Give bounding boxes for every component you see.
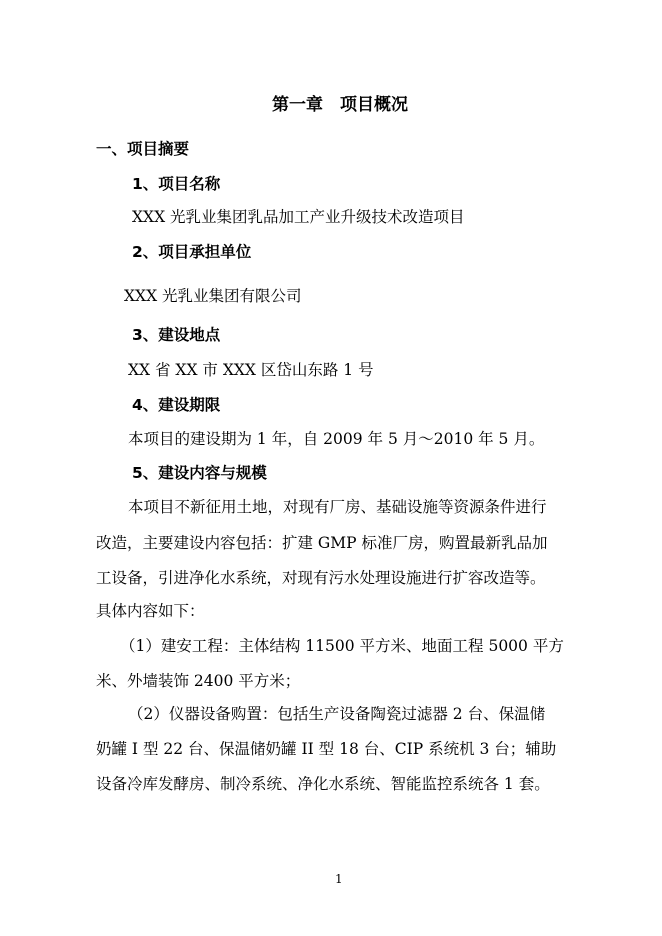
subsection-heading-content: 5、建设内容与规模 xyxy=(132,464,267,482)
content-item-line: 设备冷库发酵房、制冷系统、净化水系统、智能监控系统各 1 套。 xyxy=(96,775,550,793)
subsection-heading-undertaker: 2、项目承担单位 xyxy=(132,243,252,261)
project-name-text: XXX 光乳业集团乳品加工产业升级技术改造项目 xyxy=(132,208,465,226)
chapter-title: 第一章 项目概况 xyxy=(272,95,408,115)
location-text: XX 省 XX 市 XXX 区岱山东路 1 号 xyxy=(128,361,374,379)
section-heading: 一、项目摘要 xyxy=(96,140,190,158)
subsection-heading-location: 3、建设地点 xyxy=(132,326,221,344)
content-paragraph-line: 工设备，引进净化水系统，对现有污水处理设施进行扩容改造等。 xyxy=(96,569,546,587)
content-paragraph-line: 改造，主要建设内容包括：扩建 GMP 标准厂房，购置最新乳品加 xyxy=(96,534,548,552)
content-item-line: 奶罐 I 型 22 台、保温储奶罐 II 型 18 台、CIP 系统机 3 台；辅助 xyxy=(96,740,557,758)
undertaker-text: XXX 光乳业集团有限公司 xyxy=(124,287,302,305)
content-paragraph-line: 具体内容如下： xyxy=(96,602,205,620)
content-paragraph-line: 本项目不新征用土地，对现有厂房、基础设施等资源条件进行 xyxy=(128,498,547,516)
content-item-line: （1）建安工程：主体结构 11500 平方米、地面工程 5000 平方 xyxy=(120,637,564,655)
content-item-line: （2）仪器设备购置：包括生产设备陶瓷过滤器 2 台、保温储 xyxy=(128,705,546,723)
subsection-heading-project-name: 1、项目名称 xyxy=(132,175,221,193)
page-number: 1 xyxy=(335,872,343,886)
content-item-line: 米、外墙装饰 2400 平方米； xyxy=(96,672,301,690)
subsection-heading-period: 4、建设期限 xyxy=(132,396,221,414)
period-text: 本项目的建设期为 1 年，自 2009 年 5 月～2010 年 5 月。 xyxy=(128,430,545,448)
